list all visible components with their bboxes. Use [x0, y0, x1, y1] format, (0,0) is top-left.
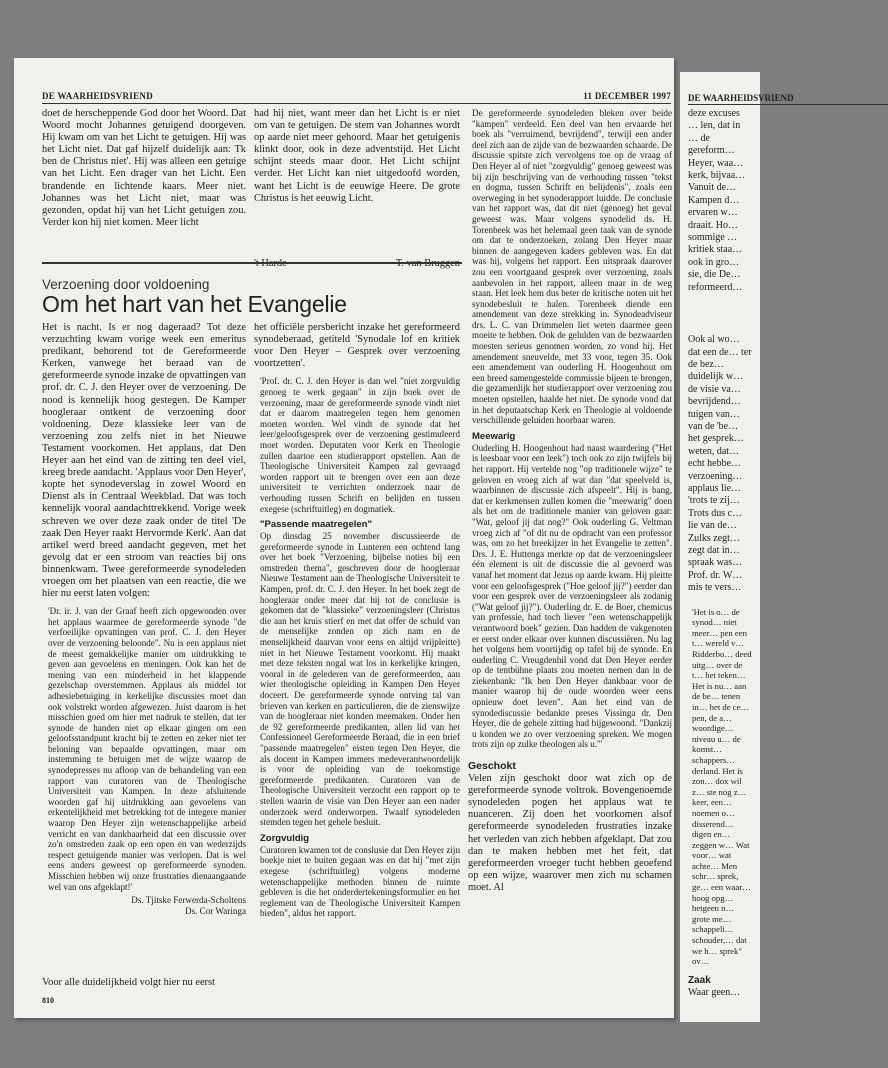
col3-para2: Ouderling H. Hoogenhout had naast waardering ("Het is leesbaar voor een leek") toch ook zo zijn twijfels bij het rapport. Hij vertelde nog "op traditionele wijze" te geloven en vroeg zich af wat dan "dat speelveld is, waarbinnen de discussie zich afspeelt". Hij is bang, dat er kerkmensen zullen komen die "meewarig" doen als het om de traditionele manier van geloven gaat: "Wat, geloof jij dat nog?" Ook ouderling G. Veltman vroeg zich af "of dit nu de opdracht van een professor was, om zo het breekijzer in het Evangelie te zetten". Drs. J. E. Huttenga merkte op dat de verzoeningsleer één element is uit de discussie die al gevoerd was vanaf het moment dat Jezus op aarde kwam. Hij pleitte voor een geloofsgesprek ("Hoe geloof jij?") eerder dan voor een gesprek over de verzoeningsleer als zodanig ("Wat geloof jij?"). Ouderling dr. E. de Boer, chemicus van professie, had toch liever "een wetenschappelijk verantwoord boek" gezien. Dan hadden de vakgenoten er eerst onder elkaar over kunnen discussiëren. Nu lag het volgens hem voortijdig op tafel bij de synode. En ouderling C. Vreugdenhil vond dat Den Heyer eerder op de tentbühne plaats zou moeten nemen dan in de ziekenbank: "Ik ben Den Heyer dankbaar voor de manier waarop hij de oude woorden weer eens opnieuw doet leven". Aan het eind van de synodediscussie bedankte preses Vissinga dr. Den Heyer, die de gehele zitting had bijgewoond. "Dankzij u konden we zo over verzoening spreken. We mogen trots zijn op zulke theologen als u."'	[472, 442, 672, 750]
subhead-geschokt: Geschokt	[468, 760, 516, 773]
next-page-end: Waar geen…	[688, 987, 741, 999]
col3-para1: De gereformeerde synodeleden bleken over beide "kampen" verdeeld. Een deel van hen ervaarde het boek als "verruimend, bevrijdend", terwijl een ander deel zich aan de zijde van de bezwaarden schaarde. De discussie spitste zich vervolgens toe op de vraag of Den Heyer al of niet "zorgvuldig" genoeg geweest was bij zijn beschrijving van de verhouding tussen "tekst en dogma, tussen Schrift en belijdenis", zoals een overweging in het synoderapport luidde. De conclusie van het rapport was, dat dit niet (genoeg) het geval geweest was. Maar volgens synodelid ds. H. Torenbeek was het helemaal geen taak van de synode om dat te onderzoeken, zolang Den Heyer maar binnen de aangegeven kaders gebleven was. En dat was hij, volgens het rapport. Een uitspraak daarover zou een voortgaand gesprek over verzoening, zoals aanbevolen in het rapport, alleen maar in de weg staan. Het leek hem dus beter de kritische noten uit het synodebesluit te halen. Torenbeek diende een amendement van deze strekking in. Synodeadviseur drs. L. C. van Drimmelen liet weten daarmee geen moeite te hebben. Ook de gelulden van de bezwaarden moesten serieus genomen worden, zo vond hij. Het amendement sneuvelde, met 33 voor, tegen 35. Ook een amendement van ouderling H. Hoogenhout om een breed samengestelde commissie bijeen te brengen, die gezamenlijk het studierapport over verzoening zou moeten opstellen, haalde het niet. De synode vond dat in het deputaatschap Kerk en Theologie al voldoende verschillende geluiden hoorbaar waren.	[472, 108, 672, 426]
article-col1-end: Voor alle duidelijkheid volgt hier nu eerst	[42, 977, 215, 988]
next-page-text-2: Ook al wo… dat een de… ter de bez… duidelijk w… de visie va… bevrijdend… tuigen van… van de 'be… het gesprek… weten, dat… echt hebbe… verzoening… applaus lie… 'trots te zij… Trots dus c… lie van de… Zulks zegt… zegt dat in… spraak was… Prof. dr. W… mis te vers…	[688, 334, 752, 594]
page-header	[42, 91, 671, 104]
subhead-meewarig: Meewarig	[472, 430, 516, 442]
prev-article-text-1: doet de herscheppende God door het Woord. Dat Woord mocht Johannes getuigend doorgeven. Hij kwam om van het Licht te getuigen. Hij was het Licht niet. Dat gaf hijzelf duidelijk aan: Tk ben de Christus niet'. Hij was alleen een getuige van het Licht. Een drager van het Licht. Een brandende en lichtende kaars. Meer niet. Johannes was het Licht niet, maar was gezonden, opdat hij van het Licht getuigen zou. Verder kon hij niet komen. Meer licht	[42, 108, 246, 228]
next-page-header: DE WAARHEIDSVRIEND	[688, 92, 888, 105]
article-divider	[42, 262, 462, 264]
prev-article-col2	[254, 108, 460, 278]
press-release-para2: Curatoren kwamen tot de conslusie dat Den Heyer zijn boekje niet te buiten gegaan was en dat hij "met zijn exegese (schriftuitleg) volgens moderne wetenschappelijke methoden binnen de ruimte gebleven is die het onderdertekeningsformulier en het reglement van de Theologische Universiteit Kampen bieden", aldus het rapport.	[260, 844, 460, 919]
subhead-passende: "Passende maatregelen"	[260, 519, 372, 531]
article-kicker: Verzoening door voldoening	[42, 277, 210, 292]
issue-date: 11 DECEMBER 1997	[583, 91, 671, 101]
prev-article-col1	[42, 108, 246, 256]
signature-1: Ds. Tjitske Ferwerda-Scholtens	[131, 895, 246, 906]
next-page-text-1: deze excuses … len, dat in … de gereform… Heyer, waa… kerk, bijvaa… Vanuit de… Kampen d… ervaren w… draait. Ho… sommige … kritiek staa… ook in gro… sie, die De… reformeerd…	[688, 108, 746, 293]
press-release-intro: het officiële persbericht inzake het gereformeerd synodeberaad, getiteld 'Synodale lof en kritiek voor Den Heyer – Gesprek over verzoening voortzetten'.	[254, 322, 460, 370]
next-page-sliver	[680, 72, 794, 1022]
press-release-quote: 'Prof. dr. C. J. den Heyer is dan wel "niet zorgvuldig genoeg te werk gegaan" in zijn boek over de verzoening, maar de gereformeerde synode vindt niet dat er daarom maatregelen tegen hem genomen moeten worden. Wel vindt de synode dat het leer/geloofsgesprek over de verzoening gestimuleerd moet worden. Deputaten voor Kerk en Theologie zullen daartoe een studierapport opstellen. Aan de Theologische Universiteit Kampen zal gevraagd worden rapport uit te brengen over een aan deze universiteit te verrichten onderzoek naar de verhouding tussen Schrift en belijden en tussen exegese (schriftuitleg) en dogmatiek.	[260, 376, 460, 514]
article-col3	[468, 108, 672, 992]
article-intro: Het is nacht. Is er nog dageraad? Tot deze verzuchting kwam vorige week een emeritus predikant, behorend tot de Gereformeerde Kerken, vanwege het beraad van de gereformeerde synode inzake de opvattingen van prof. dr. C. J. den Heyer over de verzoening. De nood is kennelijk hoog gestegen. De Kamper hoogleraar ontkent de verzoening door voldoening. Deze klassieke leer van de verzoening zou zelfs niet in het Nieuwe Testament voorkomen. Het applaus, dat Den Heyer aan het eind van de zitting ten deel viel, kreeg brede aandacht. 'Applaus voor Den Heyer', kopte het synodeverslag in zowel Woord en Dienst als in Centraal Weekblad. Dat was toch kennelijk vooral aandachttrekkend. Vorige week schreven we over deze zaak onder de titel 'De zaak Den Heyer raakt Hervormde Kerk'. Aan dat artikel werd breed aandacht gegeven, met het gevolg dat er een stroom van reacties bij ons binnenkwam. Twee gereformeerde synodeleden vroegen om het plaatsen van een reactie, die we hier nu eerst laten volgen:	[42, 322, 246, 600]
next-page-quote: 'Het is o… de synod… niet meer… pen een t… wereld v… Ridderbo… deed uitg… over de t… het teken… Het is nu… aan de be… tenen in… het de ce… pen, de a… woordige… niveau u… de komst… schappers… derland. Het is zon… dox wil z… ste nog z… keer, een… noemen o… disserend… digen en… zeggen w… Wat voor… wat achte… Men schr… sprek, ge… een waar… hoog opg… hetgeen n… grote me… schappeli… schouder,… dat we h… sprek" ov…	[692, 606, 752, 967]
newspaper-page	[14, 58, 674, 1018]
subhead-zorgvuldig: Zorgvuldig	[260, 832, 310, 844]
article-title: Om het hart van het Evangelie	[42, 291, 347, 317]
prev-article-text-2: had hij niet, want meer dan het Licht is er niet om van te getuigen. De stem van Johannes wordt op aarde niet meer gehoord. Maar het getuigenis klinkt door, ook in deze adventstijd. Het Licht schijnt steeds maar door. Het Licht schijnt verder. Het Licht kan niet uitgedoofd worden, want het Licht is de eeuwige Heere. De grote Christus is het eeuwig Licht.	[254, 108, 460, 204]
article-col1	[42, 322, 246, 990]
publication-name: DE WAARHEIDSVRIEND	[42, 91, 154, 101]
col3-para3: Velen zijn geschokt door wat zich op de gereformeerde synode voltrok. Bovengenoemde synodeleden pogen het applaus wat te nuanceren. Zij doen het voorkomen alsof gereformeerde synodeleden frustraties inzake het verleden van zich hebben afgeklapt. Dat zou dan te maken hebben met het feit, dat gereformeerden vroeger tucht hebben geoefend op een wijze, waarover men zich nu schamen moet. Al	[468, 773, 672, 893]
page-number: 810	[42, 996, 54, 1005]
next-page-subhead: Zaak	[688, 974, 711, 986]
press-release-para1: Op dinsdag 25 november discussieerde de gereformeerde synode in Lunteren een ochtend lang over het boek "Verzoening, bijbelse noties bij een omstreden thema", geschreven door de hoogleraar Nieuwe Testament aan de Theologische Universiteit te Kampen, prof. dr. C. J. den Heyer. In het boek zegt de hoogleraar onder meer dat hij tot de conclusie is gekomen dat de "klassieke" verzoeningsleer (Christus die aan het kruis stierf en met dat offer de schuld van de menselijke zonden op zich nam en de menselijkheid daarvan voor eens en altijd vrijpleitte) niet in het Nieuwe Testament voorkomt. Hij maakt met deze teksten nogal wat los in kerkelijke kringen, vooral in de gelederen van de gereformeerden, aan wier theologische opleiding in Kampen Den Heyer doceert. De gereformeerde synode ontving tal van brieven van kerken en particulieren, die de zienswijze van de hoogleraar niet konden meemaken. Onder hen de 92 gereformeerde predikanten, allen lid van het Confessioneel Gereformeerde Beraad, die in een brief "passende maatregelen" eisten tegen Den Heyer, die als docent in Kampen immers medeverantwoordelijk is voor de opleiding van de toekomstige gereformeerde predikanten. Curatoren van de Theologische Universiteit verzocht een rapport op te stellen waarin de visie van Den Heyer aan een nader onderzoek werd onderworpen. Twaalf synodeleden stemden tegen het gehele besluit.	[260, 531, 460, 828]
signature-2: Ds. Cor Waringa	[185, 905, 246, 916]
article-col2	[254, 322, 460, 990]
reader-reaction-quote: 'Dr. ir. J. van der Graaf heeft zich opgewonden over het applaus waarmee de gereformeerde synode "de verfoeilijke opvattingen van prof. C. J. den Heyer over de verzoening beloonde". Nu is een applaus niet de meest gemakkelijke manier om uitdrukking te geven aan gevoelens en meningen. Ook kan het de mening van een minderheid in het klappende gezelschap overstemmen. Applaus als middel tot adhesiebetuiging in kerkelijke discussies moet dan ook volstrekt worden afgewezen. Juist daarom is het misschien goed om hier met nadruk te stellen, dat ter synode de handen niet op elkaar gingen om een geloofsstandpunt kracht bij te zetten en zeker niet ter beloning van bepaalde opvattingen, maar om instemming te betuigen met de wijze waarop de synodepresses nu afloop van de behandeling van een rapport van curatoren van de Theologische Universiteit van Kampen. In deze afsluitende woorden gaf hij uitdrukking aan gevoelens van erkentelijkheid met betrekking tot de integere manier waarop Den Heyer zijn wetenschappelijke arbeid verricht en van dankbaarheid dat een discussie over zo'n omstreden zaak op een open en van wederzijds respect getuigende manier was verlopen. Dat is wel eens anders geweest op gereformeerde synoden. Misschien hebben wij onze frustraties dienaangaande wel van ons afgeklapt!'	[48, 606, 246, 892]
